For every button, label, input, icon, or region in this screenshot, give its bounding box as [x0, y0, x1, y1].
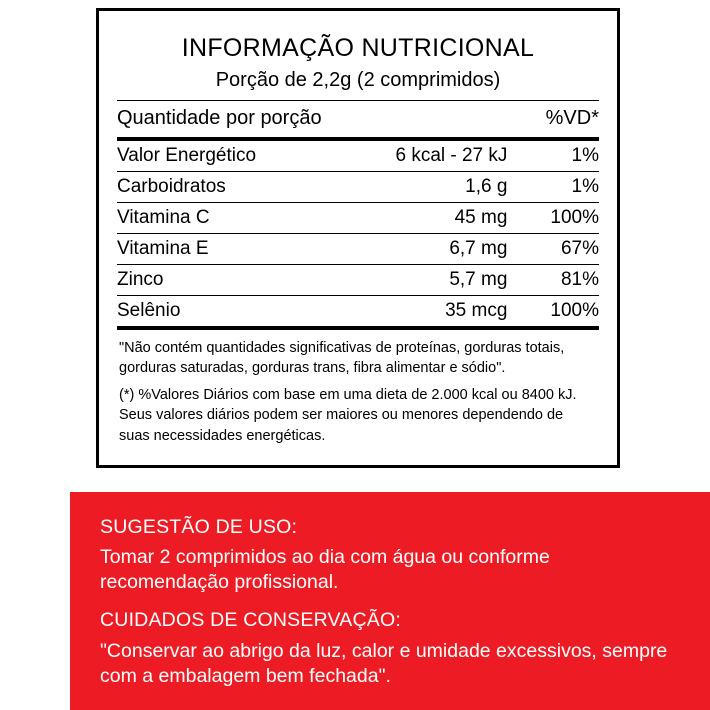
- row-vd: 100%: [507, 295, 599, 326]
- header-vd-label: %VD*: [545, 106, 599, 129]
- nutrition-title: INFORMAÇÃO NUTRICIONAL: [181, 34, 535, 62]
- table-row: [117, 264, 599, 295]
- nutrition-footnotes: [117, 338, 599, 447]
- row-value: 45 mg: [348, 202, 507, 233]
- nutrition-table: [117, 101, 599, 326]
- header-value-spacer: [348, 101, 507, 139]
- row-value: 6 kcal - 27 kJ: [348, 139, 507, 172]
- usage-suggestion-heading: SUGESTÃO DE USO:: [100, 516, 298, 538]
- table-row: [117, 233, 599, 264]
- footnote-daily-values: (*) %Valores Diários com base em uma dieta de 2.000 kcal ou 8400 kJ. Seus valores diários podem ser maiores ou menores dependendo de suas necessidades energéticas.: [119, 386, 577, 444]
- row-value: 1,6 g: [348, 171, 507, 202]
- row-value: 35 mcg: [348, 295, 507, 326]
- header-quantity-label: Quantidade por porção: [117, 106, 322, 129]
- storage-care-text: "Conservar ao abrigo da luz, calor e umidade excessivos, sempre com a embalagem bem fechada".: [100, 639, 668, 687]
- storage-care-heading: CUIDADOS DE CONSERVAÇÃO:: [100, 609, 401, 632]
- table-row: [117, 171, 599, 202]
- row-vd: 67%: [507, 233, 599, 264]
- row-name: Selênio: [117, 295, 348, 326]
- table-row: [117, 202, 599, 233]
- row-name: Zinco: [117, 264, 348, 295]
- row-name: Vitamina C: [117, 202, 348, 233]
- table-row: [117, 139, 599, 172]
- row-vd: 1%: [507, 139, 599, 172]
- table-row: [117, 295, 599, 326]
- row-vd: 100%: [507, 202, 599, 233]
- footnote-insignificant-amounts: "Não contém quantidades significativas de proteínas, gorduras totais, gorduras saturadas, gorduras trans, fibra alimentar e sódio".: [119, 339, 565, 377]
- table-header-row: [117, 101, 599, 139]
- nutrition-facts-panel: [96, 8, 620, 468]
- divider-bottom: [117, 326, 599, 330]
- usage-instructions-panel: [70, 492, 710, 710]
- row-value: 6,7 mg: [348, 233, 507, 264]
- row-name: Valor Energético: [117, 139, 348, 172]
- row-name: Carboidratos: [117, 171, 348, 202]
- row-vd: 81%: [507, 264, 599, 295]
- row-vd: 1%: [507, 171, 599, 202]
- nutrition-portion: Porção de 2,2g (2 comprimidos): [215, 68, 501, 91]
- usage-suggestion-text: Tomar 2 comprimidos ao dia com água ou conforme recomendação profissional.: [100, 546, 550, 594]
- row-name: Vitamina E: [117, 233, 348, 264]
- row-value: 5,7 mg: [348, 264, 507, 295]
